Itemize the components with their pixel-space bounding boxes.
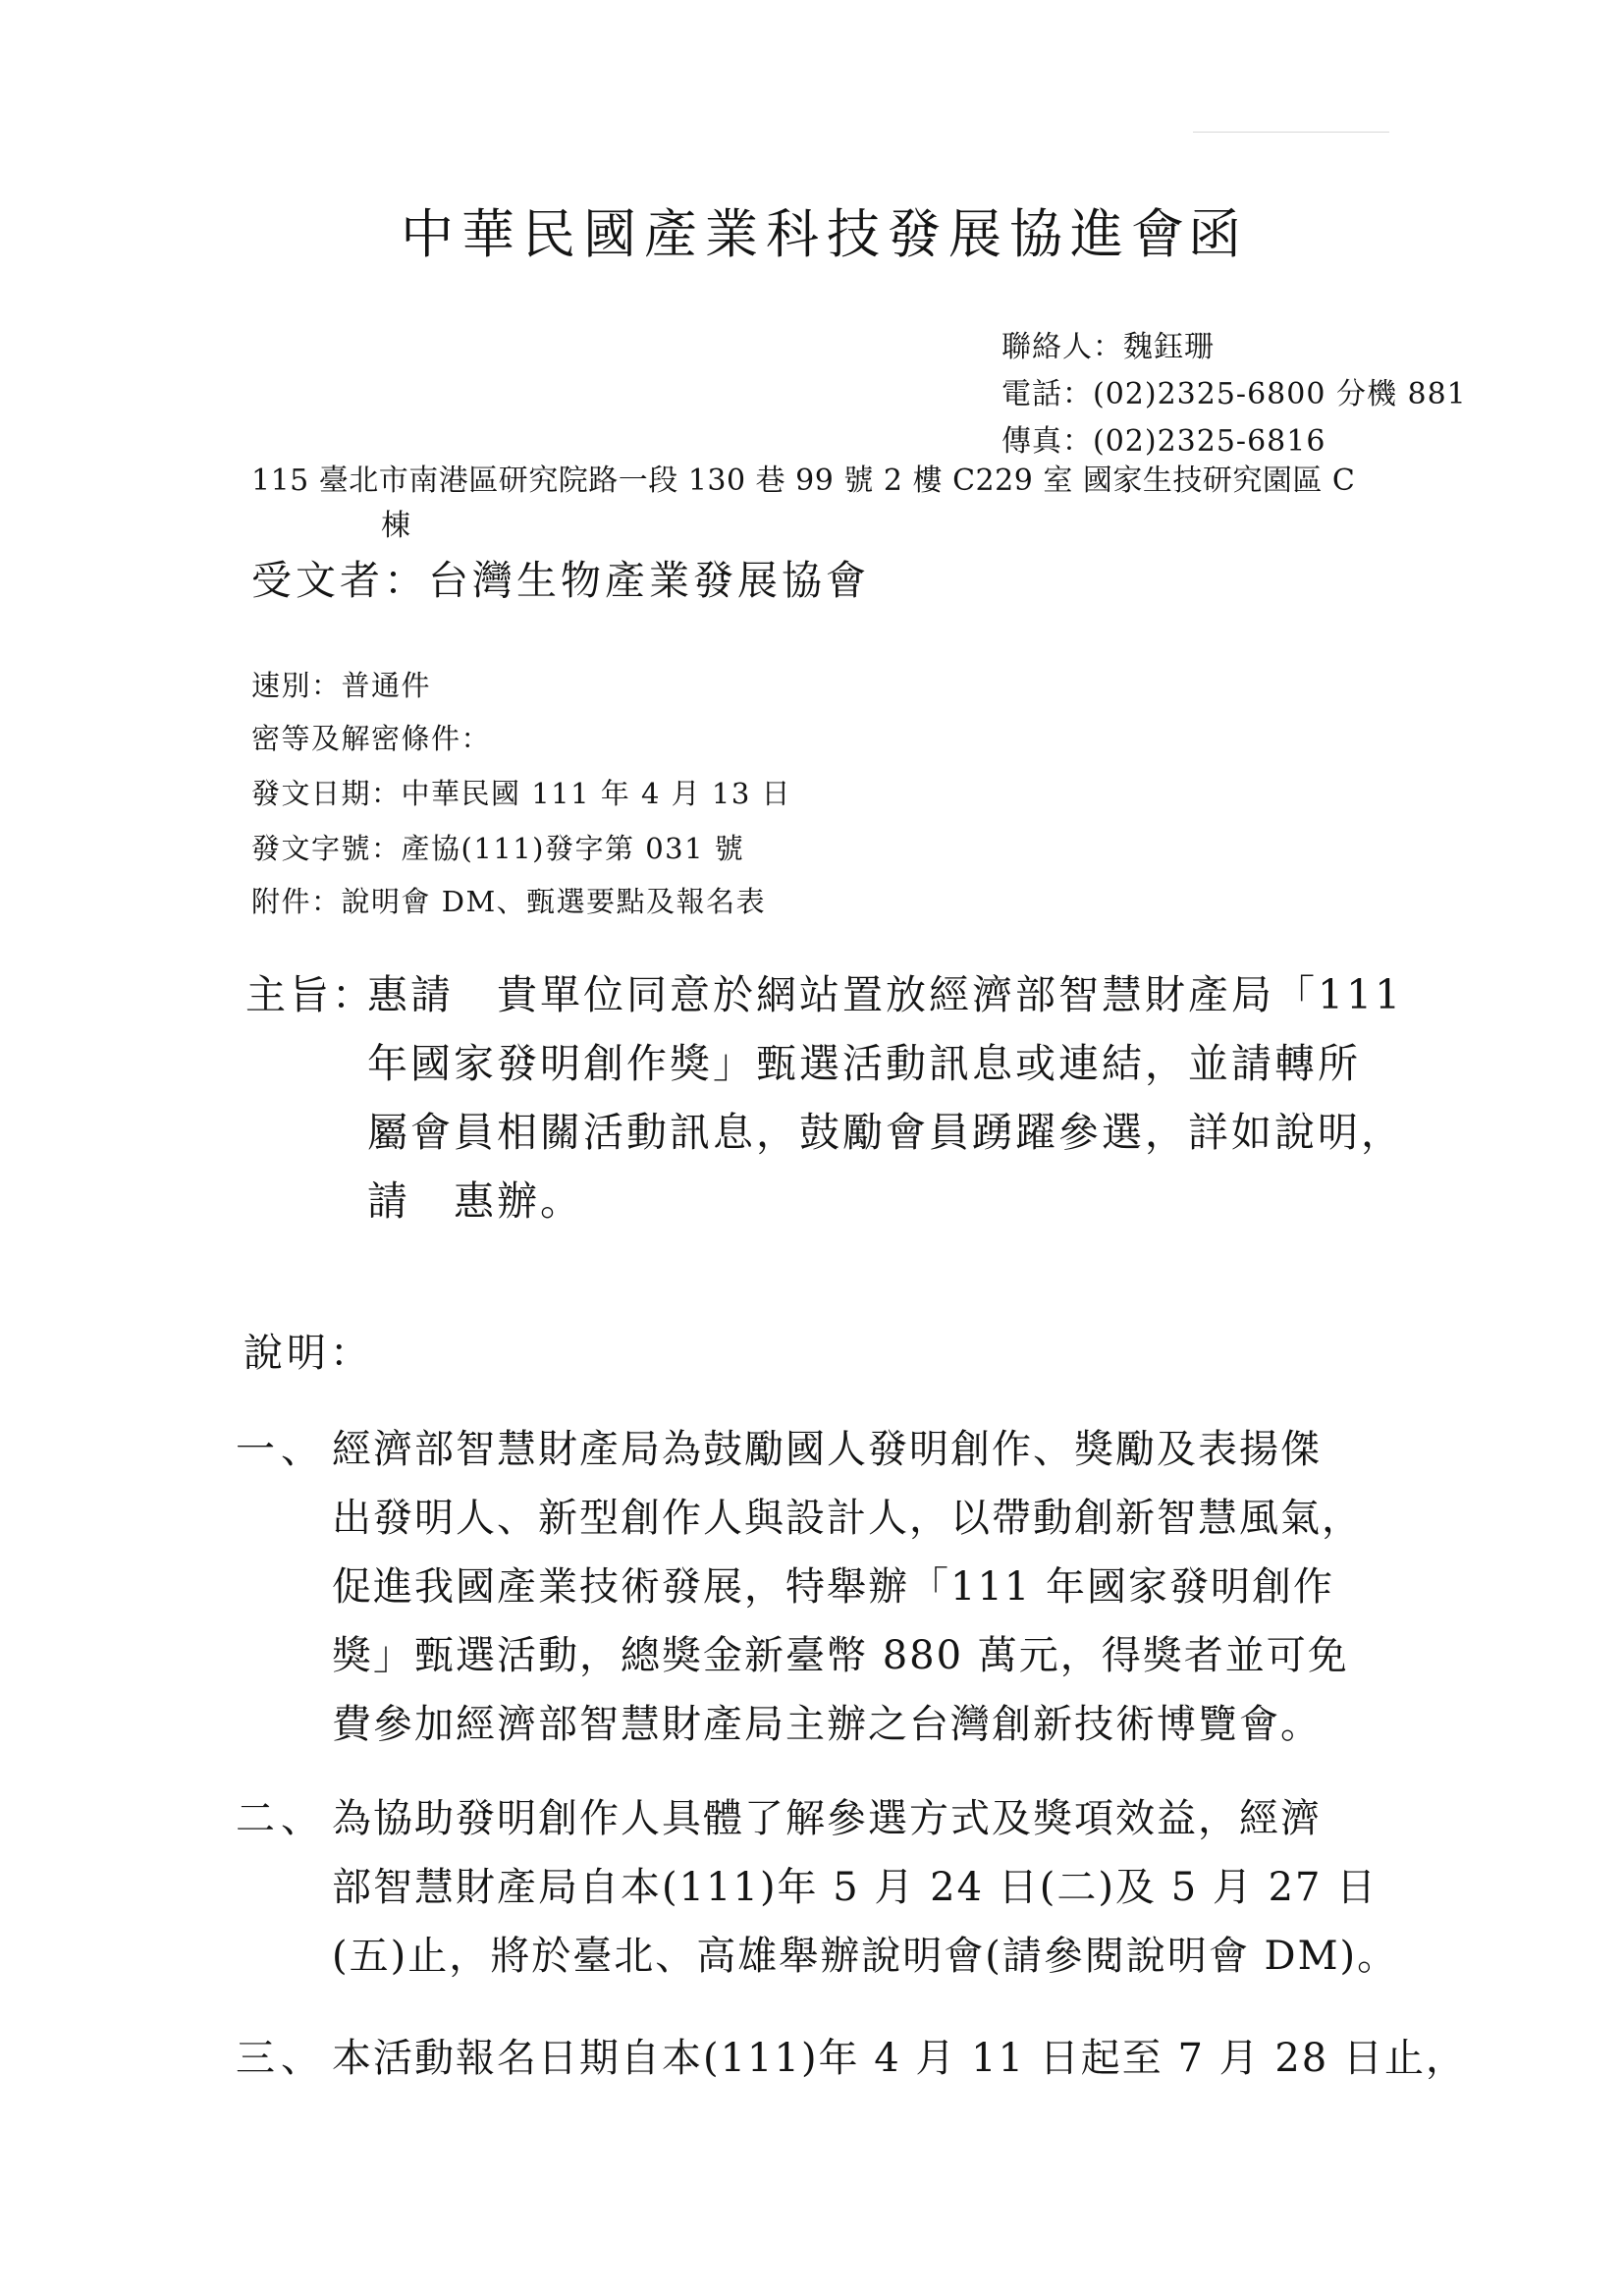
item-line: 促進我國產業技術發展，特舉辦「111 年國家發明創作 bbox=[332, 1564, 1335, 1610]
item-line: 經濟部智慧財產局為鼓勵國人發明創作、獎勵及表揚傑 bbox=[332, 1427, 1322, 1472]
document-type: 函 bbox=[1188, 203, 1241, 265]
subject-line: 請 惠辦。 bbox=[367, 1177, 583, 1225]
subject-line: 年國家發明創作獎」甄選活動訊息或連結，並請轉所 bbox=[367, 1040, 1361, 1087]
top-divider bbox=[1193, 132, 1389, 133]
speed-field: 速別：普通件 bbox=[251, 669, 432, 702]
item-number: 二、 bbox=[236, 1796, 326, 1841]
recipient: 受文者：台灣生物產業發展協會 bbox=[251, 557, 870, 604]
item-line: 出發明人、新型創作人與設計人，以帶動創新智慧風氣， bbox=[332, 1496, 1363, 1541]
subject-label: 主旨： bbox=[245, 971, 375, 1018]
contact-fax: 傳真：(02)2325-6816 bbox=[1001, 424, 1326, 459]
attachment-field: 附件：說明會 DM、甄選要點及報名表 bbox=[251, 885, 767, 918]
contact-phone: 電話：(02)2325-6800 分機 881 bbox=[1001, 377, 1467, 411]
sender-address: 115 臺北市南港區研究院路一段 130 巷 99 號 2 樓 C229 室 國家生技研究園區 C bbox=[251, 464, 1356, 498]
issue-date-field: 發文日期：中華民國 111 年 4 月 13 日 bbox=[251, 777, 792, 810]
contact-person: 聯絡人：魏鈺珊 bbox=[1001, 330, 1215, 364]
document-number-field: 發文字號：產協(111)發字第 031 號 bbox=[251, 832, 745, 865]
organization-title: 中華民國產業科技發展協進會 bbox=[401, 203, 1192, 265]
item-line: 本活動報名日期自本(111)年 4 月 11 日起至 7 月 28 日止， bbox=[332, 2036, 1467, 2081]
sender-address-continued: 棟 bbox=[381, 509, 410, 543]
item-number: 三、 bbox=[236, 2036, 326, 2081]
item-line: 獎」甄選活動，總獎金新臺幣 880 萬元，得獎者並可免 bbox=[332, 1633, 1349, 1678]
item-line: 部智慧財產局自本(111)年 5 月 24 日(二)及 5 月 27 日 bbox=[332, 1865, 1379, 1910]
item-line: 費參加經濟部智慧財產局主辦之台灣創新技術博覽會。 bbox=[332, 1702, 1322, 1747]
item-number: 一、 bbox=[236, 1427, 326, 1472]
item-line: (五)止，將於臺北、高雄舉辦說明會(請參閱說明會 DM)。 bbox=[332, 1934, 1399, 1979]
explanation-label: 說明： bbox=[243, 1331, 373, 1376]
item-line: 為協助發明創作人具體了解參選方式及獎項效益，經濟 bbox=[332, 1796, 1322, 1841]
subject-line: 惠請 貴單位同意於網站置放經濟部智慧財產局「111 bbox=[367, 971, 1404, 1018]
subject-line: 屬會員相關活動訊息，鼓勵會員踴躍參選，詳如說明， bbox=[367, 1109, 1404, 1156]
secrecy-field: 密等及解密條件： bbox=[251, 722, 492, 755]
